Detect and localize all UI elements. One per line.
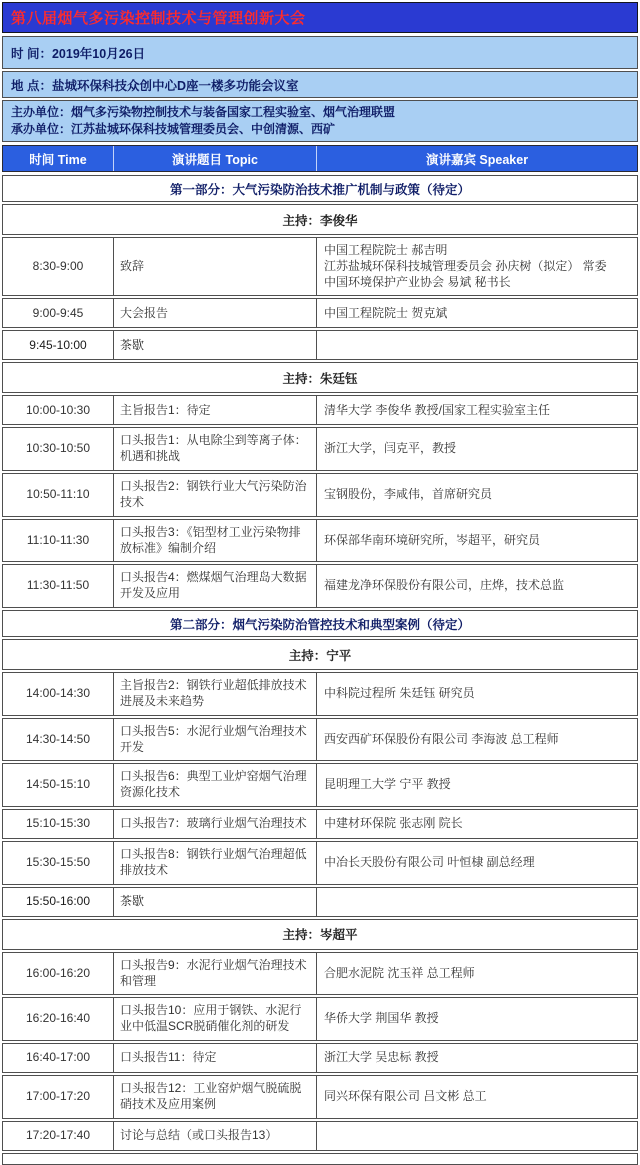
- header-cell-topic: 演讲题目 Topic: [114, 146, 317, 171]
- session-row: [2, 763, 638, 807]
- time-cell: 16:20-16:40: [3, 998, 114, 1040]
- topic-cell: 口头报告7：玻璃行业烟气治理技术: [114, 810, 317, 838]
- session-row: [2, 809, 638, 839]
- speaker-cell: 浙江大学，闫克平，教授: [324, 441, 457, 456]
- time-cell: 15:50-16:00: [3, 888, 114, 916]
- host-line: [11, 104, 629, 121]
- info-row-place: [2, 71, 638, 98]
- time-cell: 10:30-10:50: [3, 428, 114, 470]
- speaker-cell: 宝钢股份，李咸伟，首席研究员: [324, 487, 493, 502]
- session-row: [2, 997, 638, 1041]
- section-header-row: 第一部分：大气污染防治技术推广机制与政策（待定）: [2, 175, 638, 202]
- time-cell: 11:10-11:30: [3, 520, 114, 562]
- session-row: [2, 298, 638, 328]
- speaker-cell: 西安西矿环保股份有限公司 李海波 总工程师: [324, 731, 559, 746]
- place-label: 地 点：: [11, 78, 52, 93]
- topic-cell: 口头报告6：典型工业炉窑烟气治理资源化技术: [114, 764, 317, 806]
- speaker-cell: 华侨大学 荆国华 教授: [324, 1011, 439, 1026]
- time-cell: 14:00-14:30: [3, 673, 114, 715]
- session-row: [2, 672, 638, 716]
- chair-row: 主持：朱廷钰: [2, 362, 638, 393]
- topic-cell: 大会报告: [114, 299, 317, 327]
- session-row: [2, 718, 638, 762]
- time-cell: 14:30-14:50: [3, 719, 114, 761]
- conference-title: 第八届烟气多污染控制技术与管理创新大会: [11, 10, 306, 27]
- table-header-row: [2, 145, 638, 172]
- speaker-cell: 中冶长天股份有限公司 叶恒棣 副总经理: [324, 854, 535, 869]
- speaker-cell: 中建材环保院 张志刚 院长: [324, 816, 463, 831]
- time-value: 2019年10月26日: [51, 46, 146, 61]
- partial-bottom-row: [2, 1153, 638, 1165]
- conference-title-bar: [2, 2, 638, 33]
- speaker-cell: 浙江大学 吴忠标 教授: [324, 1050, 439, 1065]
- topic-cell: 口头报告8：钢铁行业烟气治理超低排放技术: [114, 842, 317, 884]
- speaker-cell: 环保部华南环境研究所，岑超平，研究员: [324, 532, 541, 547]
- tea-break-row: [2, 887, 638, 917]
- agenda-table-body: [2, 175, 638, 1165]
- session-row: [2, 519, 638, 563]
- session-row: [2, 1043, 638, 1073]
- topic-cell: 茶歇: [114, 888, 317, 916]
- organizer-line: [11, 121, 629, 138]
- topic-cell: 主旨报告1：待定: [114, 396, 317, 424]
- header-cell-time: 时间 Time: [3, 146, 114, 171]
- topic-cell: 致辞: [114, 238, 317, 295]
- topic-cell: 主旨报告2：钢铁行业超低排放技术进展及未来趋势: [114, 673, 317, 715]
- time-cell: 10:50-11:10: [3, 474, 114, 516]
- speaker-cell: 合肥水泥院 沈玉祥 总工程师: [324, 965, 475, 980]
- speaker-cell: 清华大学 李俊华 教授/国家工程实验室主任: [324, 402, 551, 417]
- chair-row: 主持：宁平: [2, 639, 638, 670]
- speaker-cell: [317, 888, 637, 916]
- organizer-label: 承办单位：: [11, 122, 72, 136]
- host-value: 烟气多污染物控制技术与装备国家工程实验室、烟气治理联盟: [71, 105, 396, 119]
- header-cell-speaker: 演讲嘉宾 Speaker: [425, 152, 529, 167]
- time-cell: 15:10-15:30: [3, 810, 114, 838]
- speaker-cell: [317, 1122, 637, 1150]
- speaker-cell: [317, 331, 637, 359]
- time-cell: 11:30-11:50: [3, 565, 114, 607]
- speaker-cell: 同兴环保有限公司 吕文彬 总工: [324, 1088, 487, 1103]
- time-label: 时 间：: [11, 46, 52, 61]
- topic-cell: 口头报告1：从电除尘到等离子体： 机遇和挑战: [114, 428, 317, 470]
- topic-cell: 口头报告3：《铝型材工业污染物排放标准》编制介绍: [114, 520, 317, 562]
- organizer-block: [2, 100, 638, 142]
- topic-cell: 口头报告12：工业窑炉烟气脱硫脱硝技术及应用案例: [114, 1076, 317, 1118]
- topic-cell: 口头报告4：燃煤烟气治理岛大数据开发及应用: [114, 565, 317, 607]
- chair-row: 主持：李俊华: [2, 204, 638, 235]
- place-value: 盐城环保科技众创中心D座一楼多功能会议室: [51, 78, 299, 93]
- time-cell: 10:00-10:30: [3, 396, 114, 424]
- time-cell: 17:20-17:40: [3, 1122, 114, 1150]
- topic-cell: 口头报告10：应用于钢铁、水泥行业中低温SCR脱硝催化剂的研发: [114, 998, 317, 1040]
- session-row: [2, 395, 638, 425]
- speaker-cell: 福建龙净环保股份有限公司，庄烨，技术总监: [324, 578, 565, 593]
- time-cell: 9:45-10:00: [3, 331, 114, 359]
- session-row: [2, 952, 638, 996]
- time-cell: 17:00-17:20: [3, 1076, 114, 1118]
- speaker-cell: 中科院过程所 朱廷钰 研究员: [324, 686, 475, 701]
- section-header-row: 第二部分：烟气污染防治管控技术和典型案例（待定）: [2, 610, 638, 637]
- organizer-value: 江苏盐城环保科技城管理委员会、中创清源、西矿: [71, 122, 336, 136]
- time-cell: 9:00-9:45: [3, 299, 114, 327]
- speaker-cell: 中国工程院院士 郝吉明 江苏盐城环保科技城管理委员会 孙庆树（拟定） 常委 中国环境保护产业协会 易斌 秘书长: [324, 243, 607, 289]
- host-label: 主办单位：: [11, 105, 72, 119]
- time-cell: 16:40-17:00: [3, 1044, 114, 1072]
- session-row: [2, 237, 638, 296]
- speaker-cell: 昆明理工大学 宁平 教授: [324, 777, 451, 792]
- chair-row: 主持：岑超平: [2, 919, 638, 950]
- topic-cell: 讨论与总结（或口头报告13）: [114, 1122, 317, 1150]
- topic-cell: 口头报告5：水泥行业烟气治理技术开发: [114, 719, 317, 761]
- time-cell: 15:30-15:50: [3, 842, 114, 884]
- time-cell: 14:50-15:10: [3, 764, 114, 806]
- session-row: [2, 1121, 638, 1151]
- topic-cell: 口头报告9：水泥行业烟气治理技术和管理: [114, 953, 317, 995]
- topic-cell: 口头报告11：待定: [114, 1044, 317, 1072]
- session-row: [2, 841, 638, 885]
- time-cell: 16:00-16:20: [3, 953, 114, 995]
- tea-break-row: [2, 330, 638, 360]
- session-row: [2, 427, 638, 471]
- time-cell: 8:30-9:00: [3, 238, 114, 295]
- session-row: [2, 1075, 638, 1119]
- topic-cell: 口头报告2：钢铁行业大气污染防治技术: [114, 474, 317, 516]
- topic-cell: 茶歇: [114, 331, 317, 359]
- session-row: [2, 564, 638, 608]
- info-row-time: [2, 36, 638, 69]
- session-row: [2, 473, 638, 517]
- speaker-cell: 中国工程院院士 贺克斌: [324, 305, 448, 320]
